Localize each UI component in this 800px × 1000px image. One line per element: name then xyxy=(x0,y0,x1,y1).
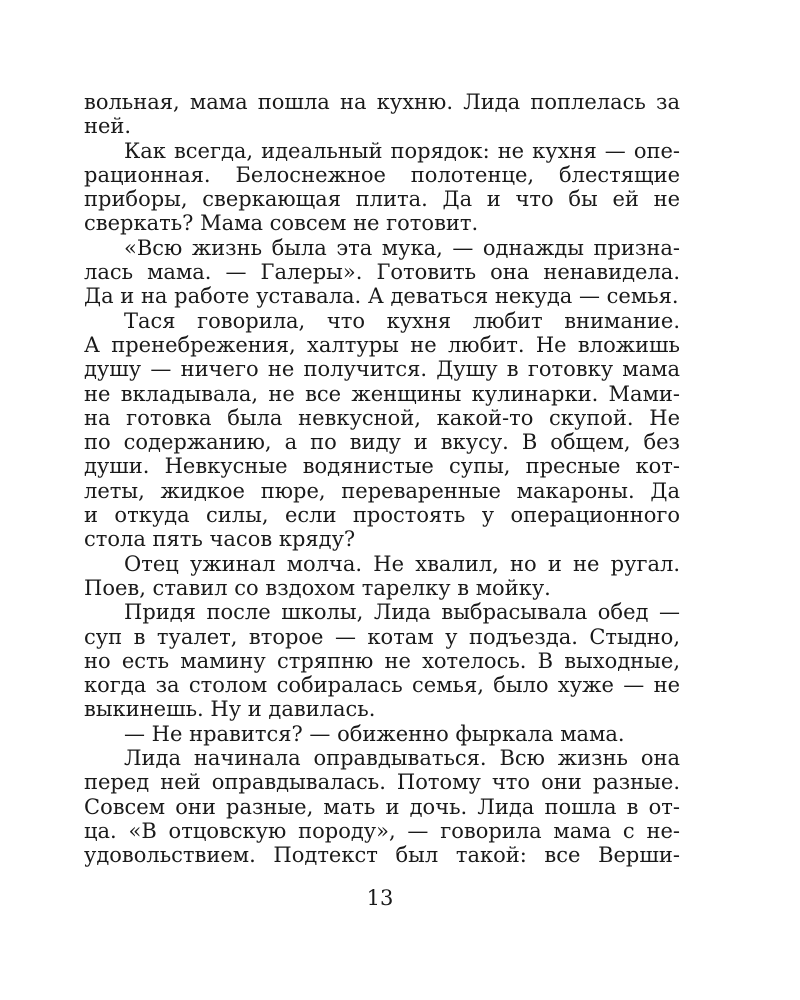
text-line: ней. xyxy=(84,114,132,139)
text-line: Как всегда, идеальный порядок: не кухня — опе- xyxy=(124,138,680,163)
page-number: 13 xyxy=(366,886,394,910)
text-line: Тася говорила, что кухня любит внимание. xyxy=(124,308,680,333)
text-line: Да и на работе уставала. А деваться некуда — семья. xyxy=(84,284,679,309)
text-line: рационная. Белоснежное полотенце, блестящие xyxy=(84,162,680,187)
text-line: Отец ужинал молча. Не хвалил, но и не ругал. xyxy=(124,551,680,576)
text-line: ца. «В отцовскую породу», — говорила мама с не- xyxy=(84,818,680,843)
text-line: на готовка была невкусной, какой-то скупой. Не xyxy=(84,405,680,430)
text-line: удовольствием. Подтекст был такой: все Верши- xyxy=(84,843,680,868)
text-line: А пренебрежения, халтуры не любит. Не вложишь xyxy=(84,332,680,357)
body-text xyxy=(84,90,680,868)
text-line: приборы, сверкающая плита. Да и что бы ей не xyxy=(84,187,680,212)
text-line: Поев, ставил со вздохом тарелку в мойку. xyxy=(84,575,551,600)
text-line: «Всю жизнь была эта мука, — однажды призна- xyxy=(124,235,680,260)
text-line: перед ней оправдывалась. Потому что они разные. xyxy=(84,770,680,795)
text-line: Лида начинала оправдываться. Всю жизнь она xyxy=(124,746,680,771)
text-line: не вкладывала, не все женщины кулинарки. Мами- xyxy=(84,381,680,406)
text-line: леты, жидкое пюре, переваренные макароны. Да xyxy=(84,478,680,503)
text-line: по содержанию, а по виду и вкусу. В общем, без xyxy=(84,430,680,455)
text-line: и откуда силы, если простоять у операционного xyxy=(84,503,680,528)
text-line: стола пять часов кряду? xyxy=(84,527,356,552)
text-line: душу — ничего не получится. Душу в готовку мама xyxy=(84,357,680,382)
text-line: выкинешь. Ну и давилась. xyxy=(84,697,376,722)
text-line: Придя после школы, Лида выбрасывала обед — xyxy=(124,600,680,625)
text-line: когда за столом собиралась семья, было хуже — не xyxy=(84,673,680,698)
text-line: — Не нравится? — обиженно фыркала мама. xyxy=(124,721,625,746)
text-line: сверкать? Мама совсем не готовит. xyxy=(84,211,479,236)
text-line: вольная, мама пошла на кухню. Лида поплелась за xyxy=(84,90,680,114)
text-line: лась мама. — Галеры». Готовить она ненавидела. xyxy=(84,260,680,285)
text-line: но есть мамину стряпню не хотелось. В выходные, xyxy=(84,648,680,673)
text-line: Совсем они разные, мать и дочь. Лида пошла в от- xyxy=(84,794,680,819)
text-line: души. Невкусные водянистые супы, пресные кот- xyxy=(84,454,680,479)
text-line: суп в туалет, второе — котам у подъезда. Стыдно, xyxy=(84,624,680,649)
